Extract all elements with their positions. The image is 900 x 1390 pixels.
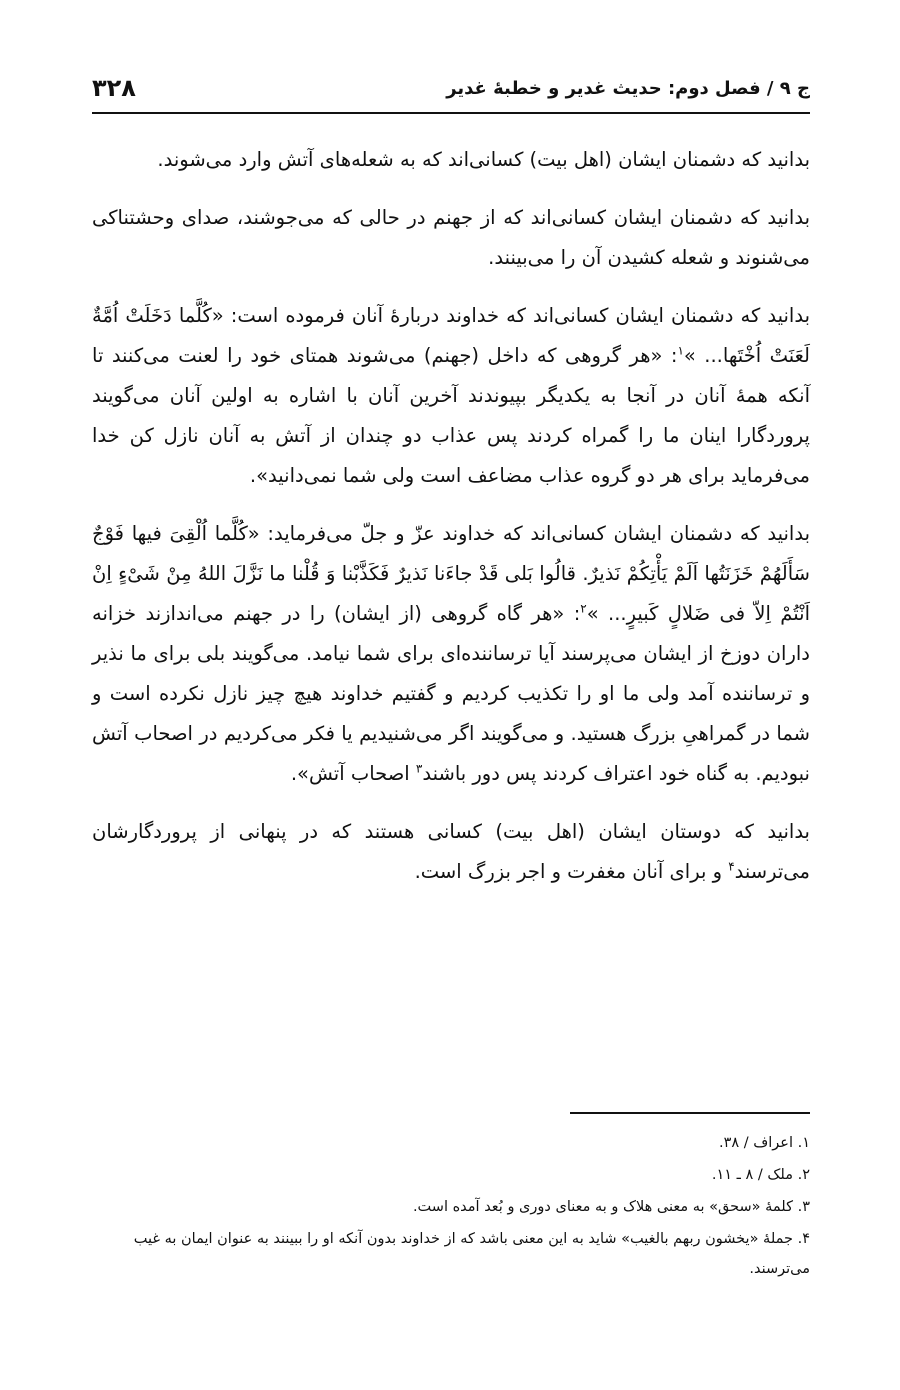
footnote-marker: ۴ (728, 859, 735, 874)
paragraph-text: بدانید که دشمنان ایشان کسانی‌اند که خداوند عزّ و جلّ می‌فرماید: «کُلَّما اُلْقِیَ فیها فَوْجٌ سَأَلَهُمْ خَزَنَتُها اَلَمْ یَأْتِکُمْ نَذیرٌ. قالُوا بَلی قَدْ جاءَنا نَذیرٌ فَکَذَّبْنا وَ قُلْنا ما نَزَّلَ اللهُ مِنْ شَیْءٍ اِنْ اَنْتُمْ اِلاّ فی ضَلالٍ کَبیرٍ... » (92, 522, 811, 625)
footnote-marker: ۳ (415, 761, 423, 776)
footnote: ۴. جملهٔ «یخشون ربهم بالغیب» شاید به این معنی باشد که از خداوند بدون آنکه او را ببینند به عنوان ایمان به غیب می‌ترسند. (133, 1231, 810, 1277)
paragraph (92, 296, 810, 496)
paragraph (92, 514, 810, 794)
footnote: ۲. ملک / ۸ ـ ۱۱. (711, 1167, 810, 1183)
footnote-divider (570, 1112, 810, 1114)
main-text (92, 140, 810, 910)
paragraph-text: : «هر گروهی که داخل (جهنم) می‌شوند همتای خود را لعنت می‌کنند تا آنکه همهٔ آنان در آنجا به یکدیگر بپیوندند آخرین آنان با اشاره به اولین آنان می‌گویند پروردگارا اینان ما را گمراه کردند پس عذاب دو چندان از آتش به آنان نازل کن خدا می‌فرماید برای هر دو گروه عذاب مضاعف است ولی شما نمی‌دانید». (92, 344, 810, 487)
paragraph (92, 140, 810, 180)
page-number: ۳۲۸ (92, 74, 136, 102)
footnote-marker: ۲ (580, 601, 587, 616)
paragraph (92, 812, 810, 892)
paragraph-text: : «هر گاه گروهی (از ایشان) را در جهنم می‌اندازند خزانه داران دوزخ از ایشان می‌پرسند آیا ترساننده‌ای برای شما نیامد. می‌گویند بلی برای ما نذیر و ترساننده آمد ولی ما او را تکذیب کردیم و گفتیم خداوند هیچ چیز نازل نکرده است و شما در گمراهیِ بزرگ هستید. و می‌گویند اگر می‌شنیدیم یا فکر می‌کردیم در اصحاب آتش نبودیم. به گناه خود اعتراف کردند پس دور باشند (92, 602, 810, 785)
paragraph-text: بدانید که دشمنان ایشان کسانی‌اند که خداوند دربارهٔ آنان فرموده است: «کُلَّما دَخَلَتْ اُمَّةٌ لَعَنَتْ اُخْتَها... » (92, 304, 810, 367)
footnote: ۱. اعراف / ۳۸. (718, 1135, 810, 1151)
paragraph-text: بدانید که دوستان ایشان (اهل بیت) کسانی هستند که در پنهانی از پروردگارشان می‌ترسند (92, 820, 810, 883)
paragraph (92, 198, 810, 278)
paragraph-text: اصحاب آتش». (290, 762, 416, 785)
paragraph-text: و برای آنان مغفرت و اجر بزرگ است. (414, 860, 729, 883)
running-title: ج ۹ / فصل دوم: حدیث غدیر و خطبهٔ غدیر (446, 77, 810, 99)
footnote: ۳. کلمهٔ «سحق» به معنی هلاک و به معنای دوری و بُعد آمده است. (412, 1199, 810, 1215)
paragraph-text: بدانید که دشمنان ایشان کسانی‌اند که از جهنم در حالی که می‌جوشند، صدای وحشتناکی می‌شنوند و شعله کشیدن آن را می‌بینند. (92, 206, 810, 269)
footnote-marker: ۱ (677, 343, 684, 358)
paragraph-text: بدانید که دشمنان ایشان (اهل بیت) کسانی‌اند که به شعله‌های آتش وارد می‌شوند. (157, 148, 810, 171)
footnotes (92, 1128, 810, 1286)
page-header (92, 64, 810, 114)
